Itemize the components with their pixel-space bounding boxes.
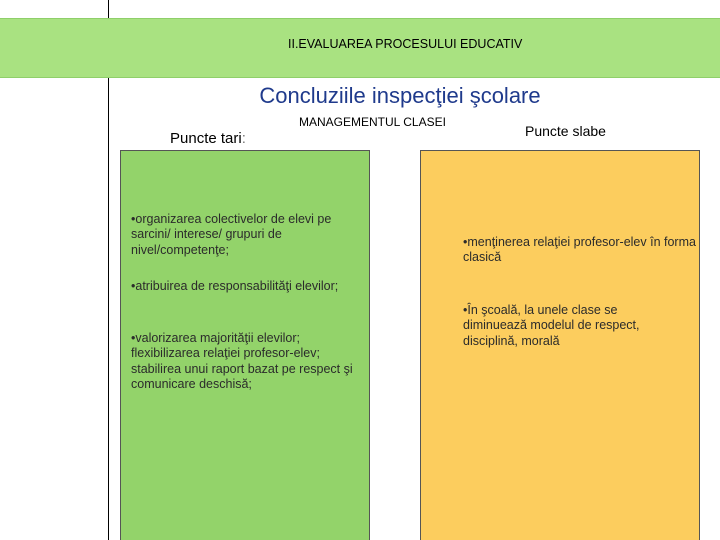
- strengths-box: [120, 150, 370, 540]
- weaknesses-box: [420, 150, 700, 540]
- strength-item-3: •valorizarea majorităţii elevilor; flexibilizarea relaţiei profesor-elev; stabilirea unui raport bazat pe respect şi comunicare deschisă;: [131, 331, 353, 391]
- vertical-rule: [108, 0, 109, 540]
- section-label: MANAGEMENTUL CLASEI: [299, 115, 446, 129]
- strength-item-1: •organizarea colectivelor de elevi pe sarcini/ interese/ grupuri de nivel/competenţe;: [131, 212, 332, 257]
- strength-item-2: •atribuirea de responsabilităţi elevilor;: [131, 279, 339, 293]
- weakness-item-1: •menţinerea relaţiei profesor-elev în forma clasică: [463, 235, 696, 265]
- banner-title: II.EVALUAREA PROCESULUI EDUCATIV: [288, 37, 523, 51]
- strengths-heading: [170, 130, 246, 147]
- page-title: Concluziile inspecţiei şcolare: [259, 83, 541, 108]
- weakness-item-2: •În şcoală, la unele clase se diminuează modelul de respect, disciplină, morală: [463, 303, 640, 348]
- weaknesses-label: Puncte slabe: [525, 123, 606, 139]
- strengths-label: Puncte tari: [170, 130, 242, 147]
- strengths-label-colon: :: [241, 130, 246, 147]
